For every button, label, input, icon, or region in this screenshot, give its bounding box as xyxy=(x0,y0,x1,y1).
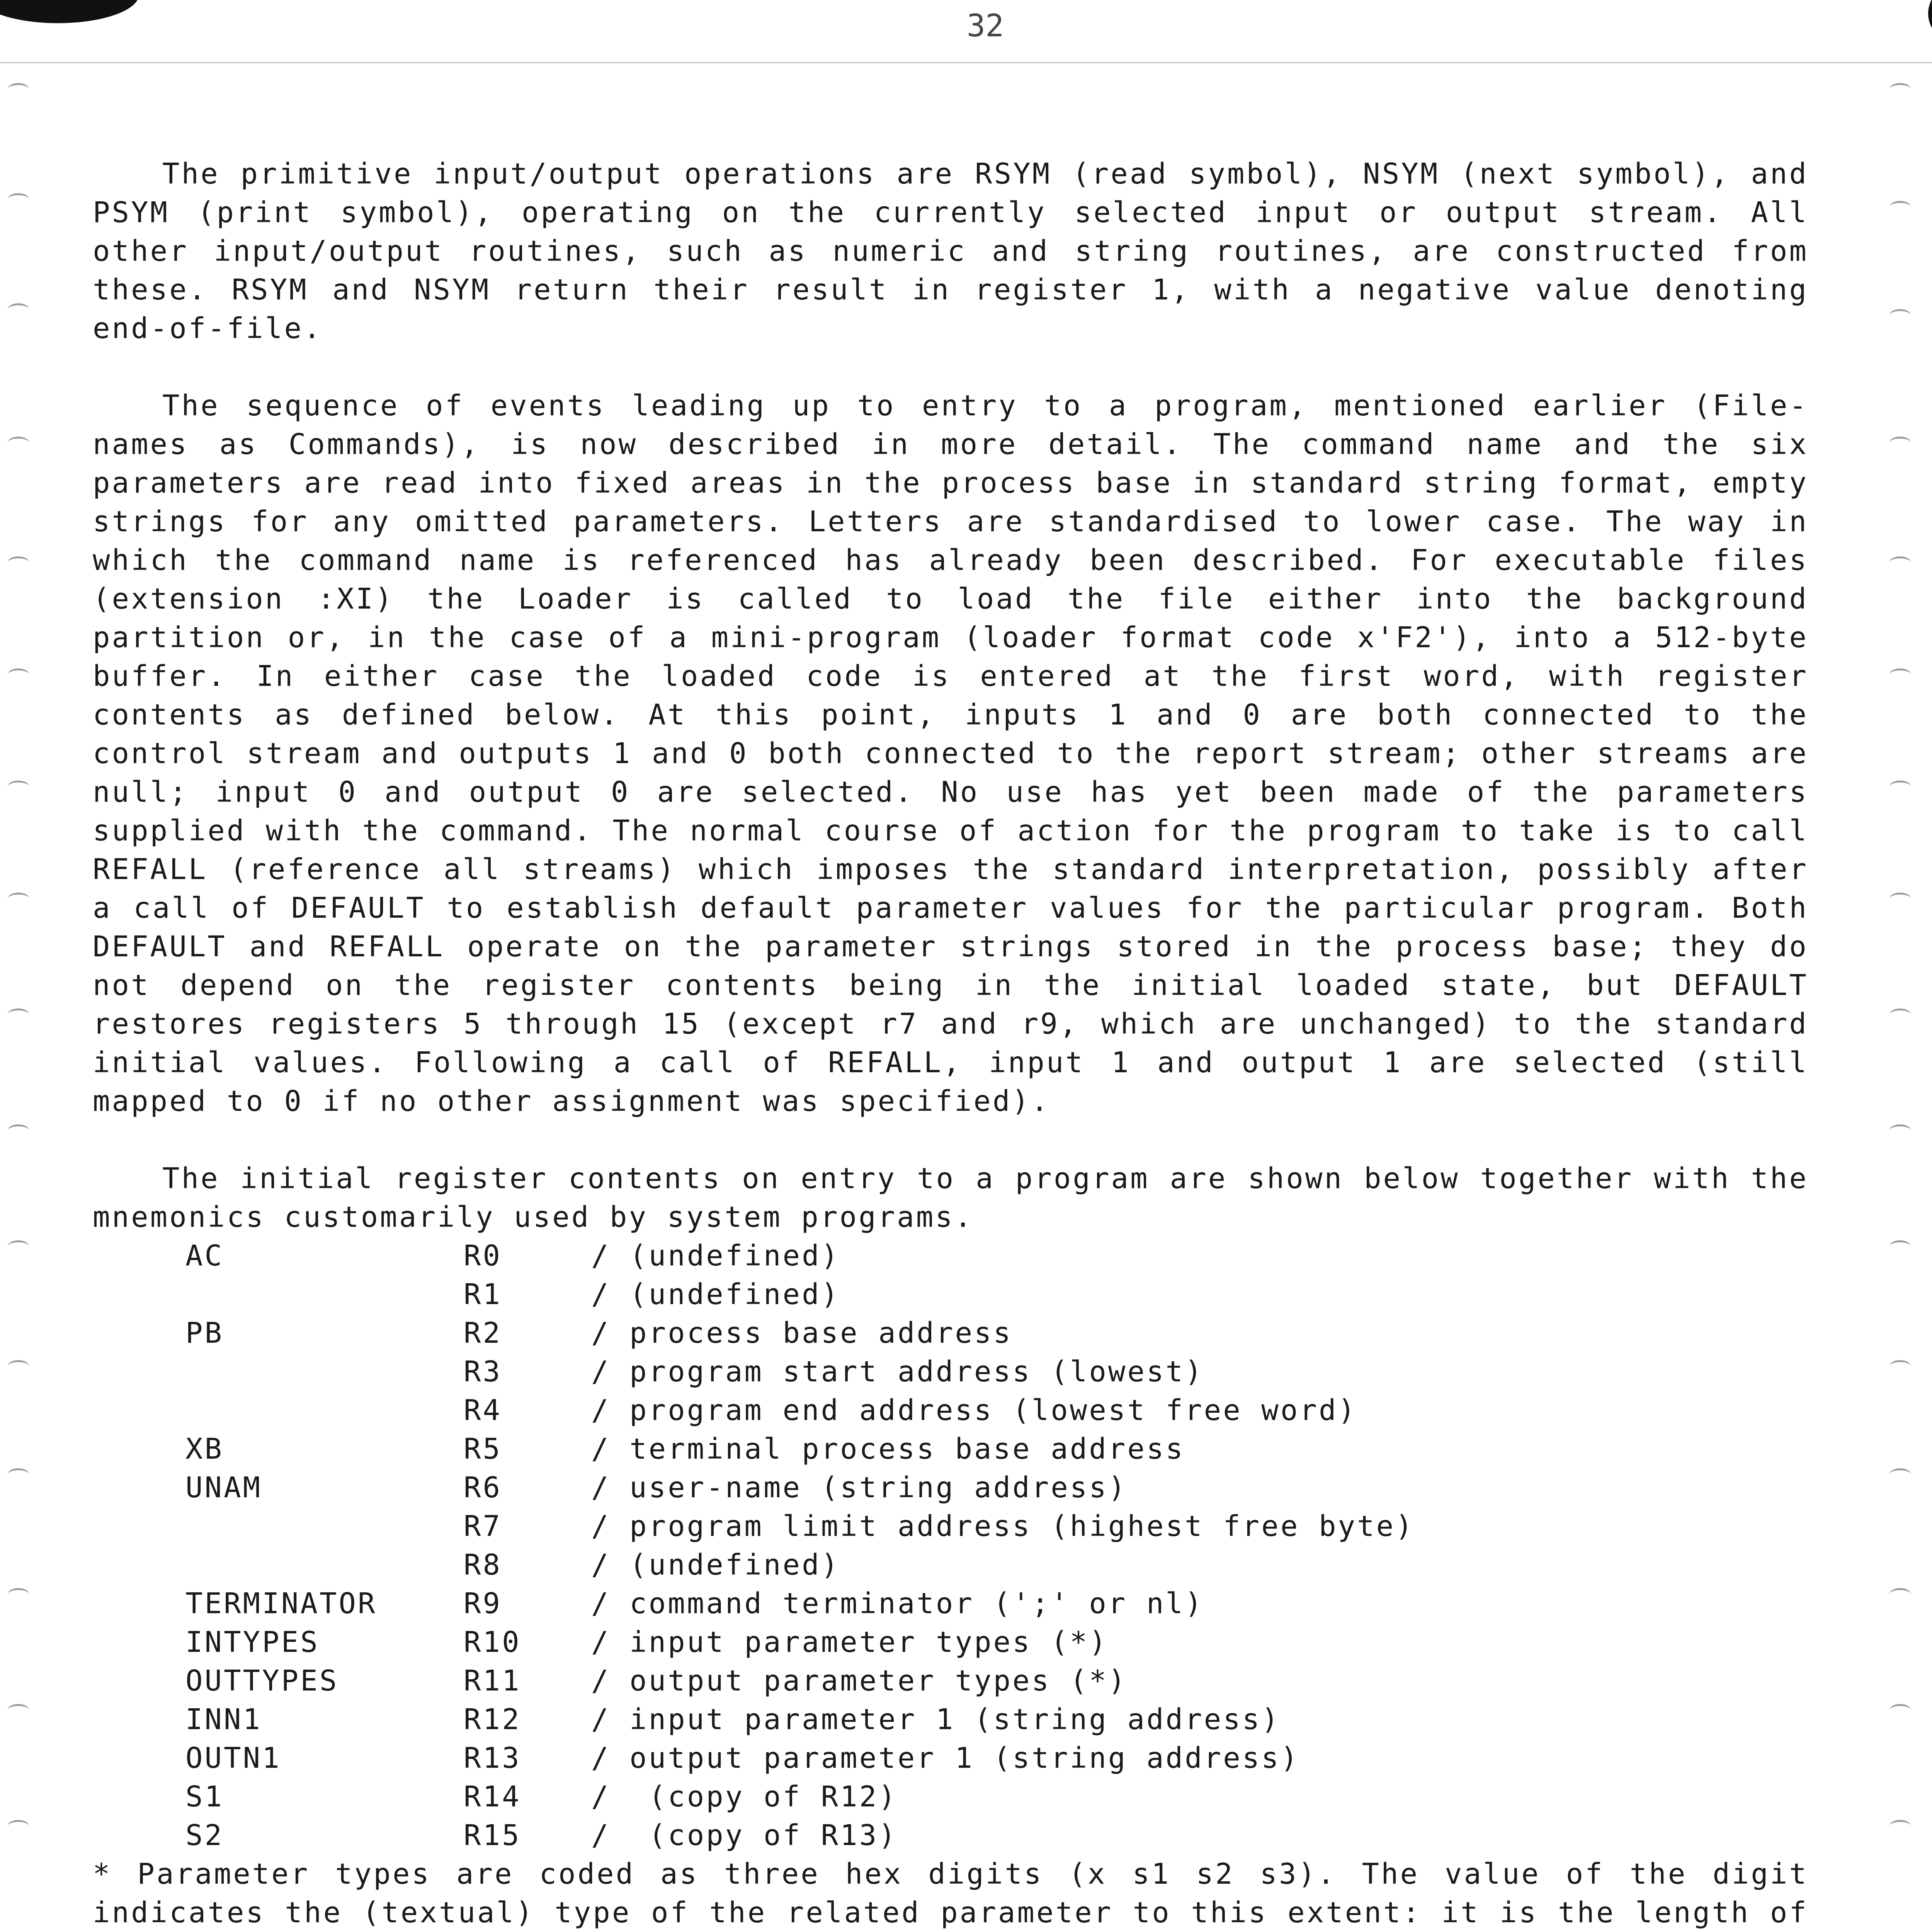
register-row xyxy=(93,1314,1789,1352)
paragraph-register-intro xyxy=(93,1159,1808,1236)
register-description: / program end address (lowest free word) xyxy=(591,1394,1357,1427)
register-name: R1 xyxy=(464,1278,502,1311)
register-description: / user-name (string address) xyxy=(591,1471,1128,1504)
margin-tick xyxy=(1889,1360,1911,1372)
register-row xyxy=(93,1546,1789,1584)
register-row xyxy=(93,1391,1789,1430)
register-description: / (undefined) xyxy=(591,1548,840,1582)
register-row xyxy=(93,1700,1789,1739)
register-mnemonic: INTYPES xyxy=(185,1626,320,1659)
register-name: R2 xyxy=(464,1316,502,1350)
margin-tick xyxy=(1889,1820,1911,1832)
margin-tick xyxy=(8,668,29,680)
margin-tick xyxy=(1889,437,1911,449)
register-mnemonic: OUTN1 xyxy=(185,1742,281,1775)
register-table-body xyxy=(93,1236,1789,1855)
register-description: / program limit address (highest free byte) xyxy=(591,1510,1415,1543)
register-description: / output parameter 1 (string address) xyxy=(591,1742,1300,1775)
register-description: / terminal process base address xyxy=(591,1432,1185,1466)
register-name: R3 xyxy=(464,1355,502,1388)
margin-tick xyxy=(1889,1704,1911,1716)
margin-tick xyxy=(1889,1009,1911,1020)
register-name: R5 xyxy=(464,1432,502,1466)
register-row xyxy=(93,1816,1789,1855)
paragraph-program-entry xyxy=(93,386,1808,1121)
margin-tick xyxy=(8,1124,29,1136)
register-row xyxy=(93,1507,1789,1546)
register-row xyxy=(93,1777,1789,1816)
register-mnemonic: PB xyxy=(185,1316,224,1350)
register-row xyxy=(93,1584,1789,1623)
register-name: R4 xyxy=(464,1394,502,1427)
margin-tick xyxy=(8,303,29,315)
register-name: R15 xyxy=(464,1819,521,1852)
register-mnemonic: S1 xyxy=(185,1780,224,1813)
margin-tick xyxy=(1889,201,1911,213)
margin-tick xyxy=(1889,1124,1911,1136)
register-mnemonic xyxy=(93,1391,464,1430)
register-mnemonic: XB xyxy=(185,1432,224,1466)
margin-tick xyxy=(1889,556,1911,568)
register-description: / input parameter 1 (string address) xyxy=(591,1703,1281,1736)
margin-tick xyxy=(1889,83,1911,95)
register-mnemonic: OUTTYPES xyxy=(185,1664,339,1697)
register-description: / output parameter types (*) xyxy=(591,1664,1128,1697)
margin-tick xyxy=(8,893,29,905)
margin-tick xyxy=(1889,893,1911,905)
register-mnemonic: S2 xyxy=(185,1819,224,1852)
paragraph-io-primitives xyxy=(93,155,1808,348)
margin-tick xyxy=(8,437,29,449)
register-description: / (undefined) xyxy=(591,1239,840,1272)
register-row xyxy=(93,1275,1789,1314)
register-row xyxy=(93,1236,1789,1275)
margin-tick xyxy=(8,1704,29,1716)
register-mnemonic: INN1 xyxy=(185,1703,262,1736)
register-mnemonic xyxy=(93,1546,464,1584)
register-description: / command terminator (';' or nl) xyxy=(591,1587,1204,1620)
margin-tick xyxy=(1889,781,1911,793)
register-name: R6 xyxy=(464,1471,502,1504)
register-name: R11 xyxy=(464,1664,521,1697)
register-row xyxy=(93,1623,1789,1662)
register-name: R13 xyxy=(464,1742,521,1775)
register-mnemonic: UNAM xyxy=(185,1471,262,1504)
margin-tick xyxy=(1889,1240,1911,1252)
register-name: R7 xyxy=(464,1510,502,1543)
register-mnemonic xyxy=(93,1352,464,1391)
register-mnemonic xyxy=(93,1275,464,1314)
register-name: R0 xyxy=(464,1239,502,1272)
footnote-parameter-types: * Parameter types are coded as three hex digits (x s1 s2 s3). The value of the digit indicates the (textual) type of the related parameter to this extent: it is the length of xyxy=(93,1857,1808,1929)
margin-tick xyxy=(1889,668,1911,680)
paragraph-text: The initial register contents on entry to a program are shown below together with the mnemonics customarily used by system programs. xyxy=(93,1162,1808,1234)
margin-tick xyxy=(8,556,29,568)
register-name: R10 xyxy=(464,1626,521,1659)
margin-tick xyxy=(8,1820,29,1832)
paragraph-text: The primitive input/output operations are RSYM (read symbol), NSYM (next symbol), and PSYM (print symbol), operating on the currently selected input or output stream. All other input/output routines, such as numeric and string routines, are constructed from these. RSYM and NSYM return their result in register 1, with a negative value denoting end-of-file. xyxy=(93,157,1808,345)
register-row xyxy=(93,1468,1789,1507)
register-name: R14 xyxy=(464,1780,521,1813)
margin-tick xyxy=(8,1588,29,1600)
margin-tick xyxy=(8,83,29,95)
register-description: / input parameter types (*) xyxy=(591,1626,1108,1659)
register-name: R12 xyxy=(464,1703,521,1736)
register-row xyxy=(93,1352,1789,1391)
page-number-top: 32 xyxy=(966,8,1004,44)
register-description: / program start address (lowest) xyxy=(591,1355,1204,1388)
paragraph-text: The sequence of events leading up to entry to a program, mentioned earlier (File-names as Commands), is now described in more detail. The command name and the six parameters are read into fixed areas in the process base in standard string format, empty strings for any omitted parameters. Letters are standardised to lower case. The way in which the command name is referenced has already been described. For executable files (extension :XI) the Loader is called to load the file either into the background partition or, in the case of a mini-program (loader format code x'F2'), into a 512-byte buffer. In either case the loaded code is entered at the first word, with register contents as defined below. At this point, inputs 1 and 0 are both connected to the control stream and outputs 1 and 0 both connected to the report stream; other streams are null; input 0 and output 0 are selected. No use has yet been made of the parameters supplied with the command. The normal course of action for the program to take is to call REFALL (reference all streams) which imposes the standard interpretation, possibly after a call of DEFAULT to establish default parameter values for the particular program. Both DEFAULT and REFALL operate on the parameter strings stored in the process base; they do not depend on the register contents being in the initial loaded state, but DEFAULT restores registers 5 through 15 (except r7 and r9, which are unchanged) to the standard initial values. Following a call of REFALL, input 1 and output 1 are selected (still mapped to 0 if no other assignment was specified). xyxy=(93,389,1808,1118)
margin-tick xyxy=(1889,1468,1911,1480)
margin-tick xyxy=(8,1009,29,1020)
register-name: R9 xyxy=(464,1587,502,1620)
top-rule xyxy=(0,62,1932,63)
register-row xyxy=(93,1739,1789,1777)
register-table xyxy=(93,1236,1789,1855)
document-body xyxy=(93,155,1808,1932)
margin-tick xyxy=(1889,309,1911,321)
register-description: / (copy of R12) xyxy=(591,1780,898,1813)
margin-tick xyxy=(1889,1588,1911,1600)
register-name: R8 xyxy=(464,1548,502,1582)
register-mnemonic: AC xyxy=(185,1239,224,1272)
register-description: / (copy of R13) xyxy=(591,1819,898,1852)
register-description: / process base address xyxy=(591,1316,1013,1350)
register-mnemonic xyxy=(93,1507,464,1546)
margin-tick xyxy=(8,1468,29,1480)
register-description: / (undefined) xyxy=(591,1278,840,1311)
register-row xyxy=(93,1430,1789,1468)
margin-tick xyxy=(8,781,29,793)
register-row xyxy=(93,1662,1789,1700)
register-mnemonic: TERMINATOR xyxy=(185,1587,377,1620)
margin-tick xyxy=(8,1240,29,1252)
margin-tick xyxy=(8,1360,29,1372)
margin-tick xyxy=(8,193,29,205)
